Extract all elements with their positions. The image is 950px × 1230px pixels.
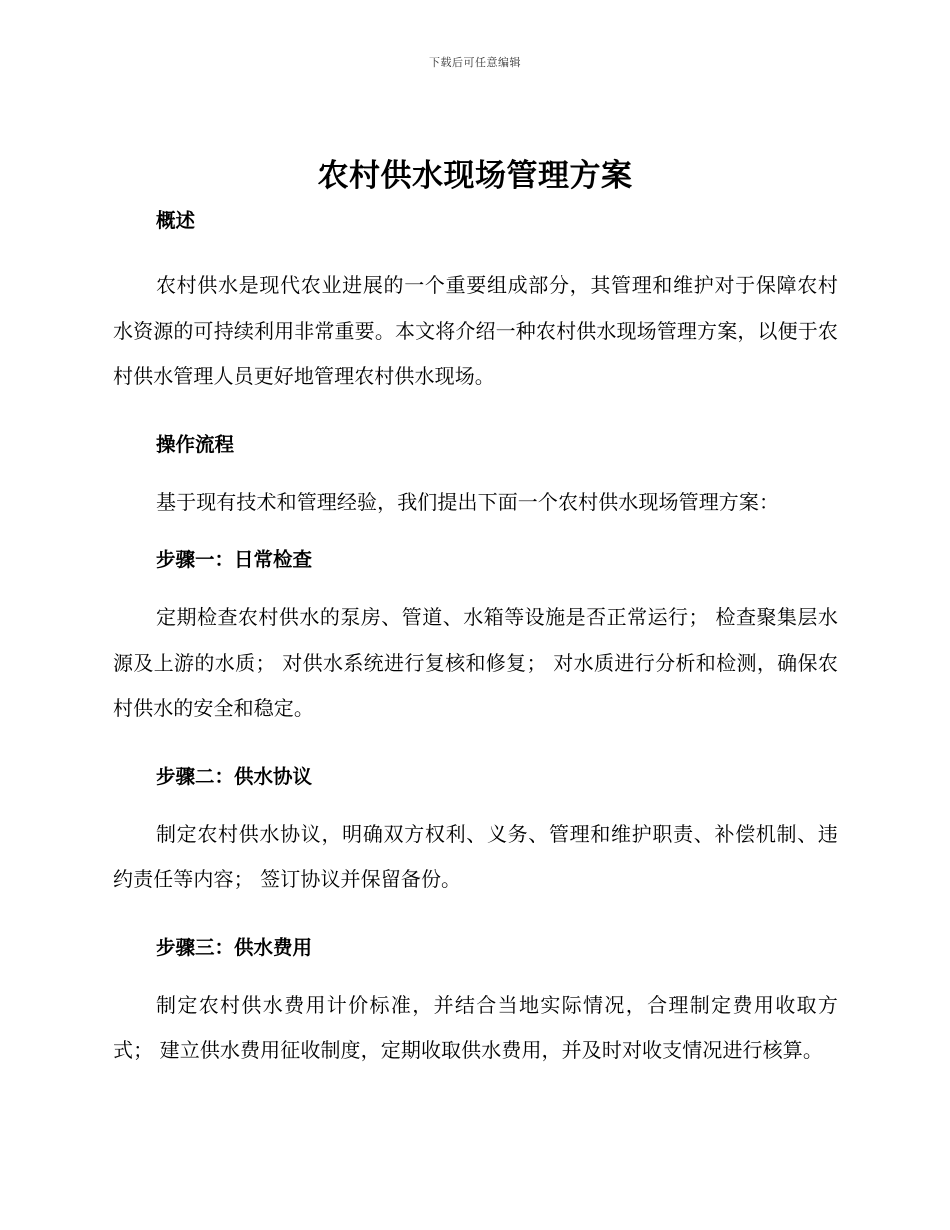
paragraph-overview: 农村供水是现代农业进展的一个重要组成部分，其管理和维护对于保障农村水资源的可持续利用非常重要。本文将介绍一种农村供水现场管理方案，以便于农村供水管理人员更好地管理农村供水现场。 bbox=[113, 273, 838, 388]
section-heading-process: 操作流程 bbox=[156, 432, 235, 456]
document-body bbox=[113, 204, 838, 1074]
paragraph-step1: 定期检查农村供水的泵房、管道、水箱等设施是否正常运行； 检查聚集层水源及上游的水质； 对供水系统进行复核和修复； 对水质进行分析和检测，确保农村供水的安全和稳定。 bbox=[113, 605, 838, 720]
document-title: 农村供水现场管理方案 bbox=[317, 158, 633, 194]
paragraph-process: 基于现有技术和管理经验，我们提出下面一个农村供水现场管理方案： bbox=[156, 489, 780, 514]
paragraph-step3: 制定农村供水费用计价标准，并结合当地实际情况，合理制定费用收取方式； 建立供水费用征收制度，定期收取供水费用，并及时对收支情况进行核算。 bbox=[113, 992, 838, 1062]
section-heading-step3: 步骤三：供水费用 bbox=[156, 935, 313, 959]
section-heading-overview: 概述 bbox=[156, 209, 196, 232]
section-heading-step1: 步骤一：日常检查 bbox=[156, 548, 313, 571]
header-note: 下载后可任意编辑 bbox=[429, 56, 521, 69]
section-heading-step2: 步骤二：供水协议 bbox=[156, 764, 313, 788]
paragraph-step2: 制定农村供水协议，明确双方权利、义务、管理和维护职责、补偿机制、违约责任等内容； 签订协议并保留备份。 bbox=[113, 821, 838, 891]
